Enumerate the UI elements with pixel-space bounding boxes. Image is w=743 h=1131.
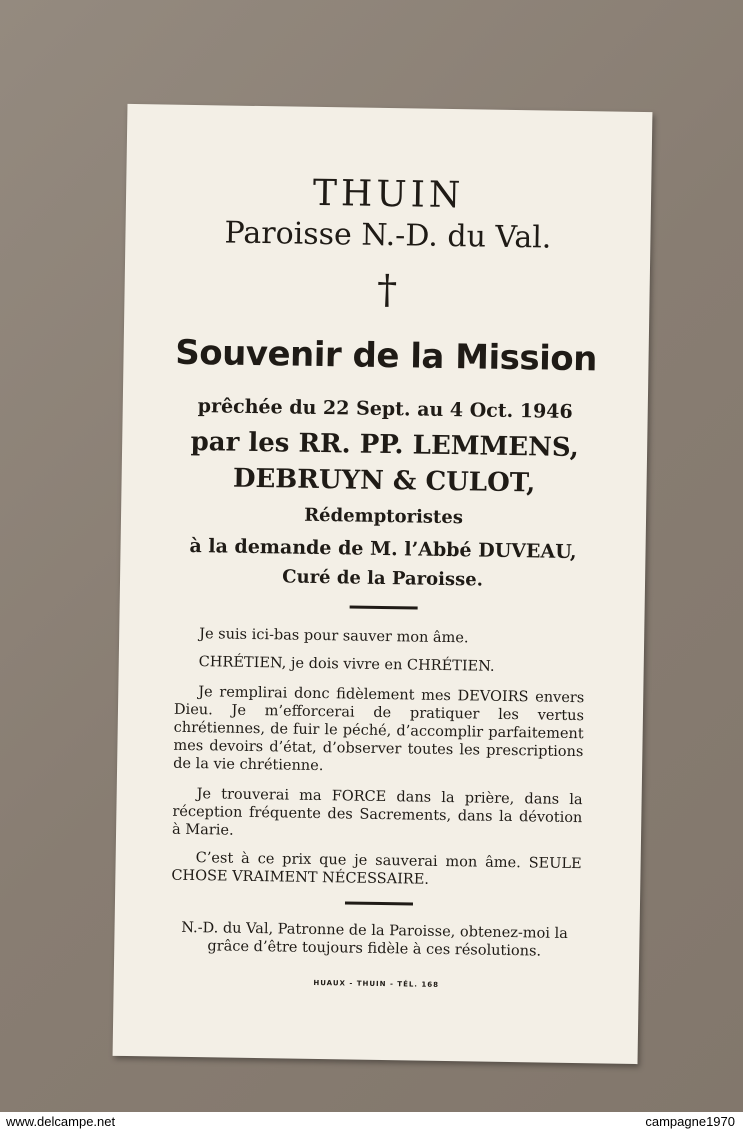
- resolution-paragraph: Je suis ici-bas pour sauver mon âme.: [199, 626, 469, 647]
- cross-icon: †: [376, 266, 398, 314]
- watermark-bar: [0, 1112, 743, 1131]
- resolution-paragraph: CHRÉTIEN, je dois vivre en CHRÉTIEN.: [198, 654, 495, 675]
- parish-heading: Paroisse N.-D. du Val.: [224, 215, 552, 256]
- mission-dates: prêchée du 22 Sept. au 4 Oct. 1946: [197, 395, 573, 423]
- divider: [345, 901, 413, 905]
- religious-order: Rédemptoristes: [304, 504, 464, 529]
- printer-imprint: HUAUX - THUIN - TÉL. 168: [313, 978, 440, 989]
- request-line: à la demande de M. l’Abbé DUVEAU,: [189, 534, 577, 564]
- closing-prayer: N.-D. du Val, Patronne de la Paroisse, obtenez-moi la grâce d’être toujours fidèle à ces résolutions.: [181, 919, 568, 960]
- holy-card: [113, 104, 653, 1064]
- resolution-paragraph: Je trouverai ma FORCE dans la prière, dans la réception fréquente des Sacrements, dans la dévotion à Marie.: [171, 786, 583, 839]
- resolution-paragraph: C’est à ce prix que je sauverai mon âme. SEULE CHOSE VRAIMENT NÉCESSAIRE.: [171, 850, 582, 888]
- preachers-line-1: par les RR. PP. LEMMENS,: [190, 426, 580, 464]
- site-watermark: www.delcampe.net: [6, 1114, 116, 1129]
- resolution-paragraph: Je remplirai donc fidèlement mes DEVOIRS envers Dieu. Je m’efforcerai de pratiquer les vertus chrétiennes, de fuir le péché, d’accomplir parfaitement mes devoirs d’état, d’observer toutes les prescriptions de la vie chrétienne.: [173, 684, 585, 775]
- card-title: Souvenir de la Mission: [174, 332, 598, 380]
- preachers-line-2: DEBRUYN & CULOT,: [232, 463, 536, 499]
- seller-watermark: campagne1970: [645, 1114, 735, 1129]
- divider: [350, 605, 418, 609]
- cure-line: Curé de la Paroisse.: [282, 566, 484, 591]
- town-heading: THUIN: [312, 172, 465, 217]
